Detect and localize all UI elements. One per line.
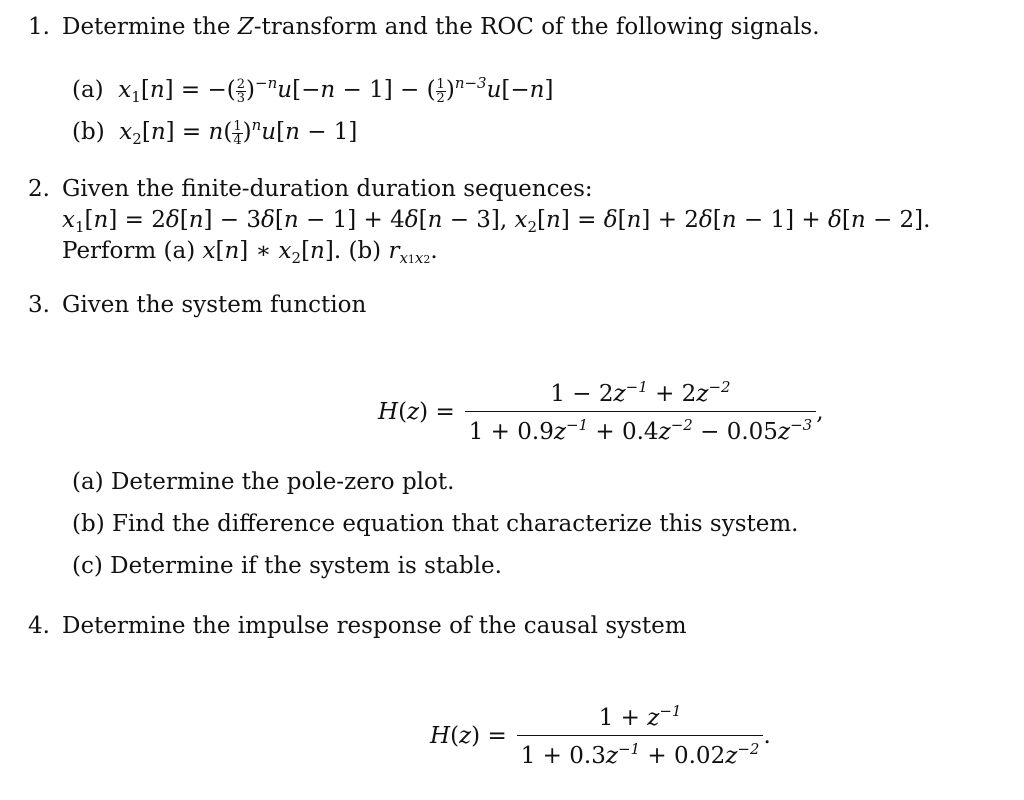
- problem-2-line-3: [62, 238, 438, 267]
- problem-3-fraction: [465, 378, 816, 445]
- problem-3-statement: [28, 292, 366, 320]
- problem-2-line-2: [62, 207, 930, 236]
- problem-1-rendered: Determine the Z-transform and the ROC of the following signals.: [62, 14, 820, 40]
- problem-4-equation-lhs-rendered: H(z) =: [430, 722, 507, 749]
- problem-4-equation-trail: .: [763, 722, 771, 749]
- problem-4-fraction: [517, 702, 764, 769]
- problem-3-part-a-label: (a): [72, 469, 104, 495]
- problem-3-part-c-text: Determine if the system is stable.: [110, 553, 502, 579]
- problem-3-part-a-text: Determine the pole-zero plot.: [110, 469, 455, 495]
- problem-4-denominator: $1 + 0.3z^{-1} + 0.02z^{-2}$: [517, 735, 764, 769]
- problem-2-line-2-rendered: $x_1[n] = 2\delta[n] - 3\delta[n - 1] + 4\delta[n - 3]$, $x_2[n] = \delta[n] + 2\delta[n - 1] + \delta[n - 2]$.: [62, 207, 931, 236]
- problem-3-part-a: [72, 469, 454, 497]
- problem-1-part-b-rendered: $x_2[n] = n$( $\frac{1}{4}$ )$^n$u[n − 1]: [119, 116, 358, 148]
- problem-3-numerator: $1 - 2z^{-1} + 2z^{-2}$: [550, 378, 731, 407]
- problem-2-number: 2.: [28, 176, 50, 202]
- problem-3-number: 3.: [28, 292, 50, 318]
- problem-1-part-a-rendered: $x_1[n]$ = −( $\frac{2}{3}$ )$^{-n}$u[−n − 1] − ( $\frac{1}{2}$ )$^{n-3}$u[−n]: [118, 74, 554, 106]
- problem-2-text: Given the finite-duration duration sequences:: [62, 176, 593, 202]
- problem-1-part-b-label: (b): [72, 119, 105, 145]
- problem-3-equation-trail: ,: [816, 398, 824, 425]
- problem-3-text: Given the system function: [62, 292, 367, 318]
- problem-4-number: 4.: [28, 613, 50, 639]
- problem-4-text: Determine the impulse response of the causal system: [62, 613, 687, 639]
- problem-3-part-b: [72, 511, 798, 539]
- problem-2-statement: [28, 176, 593, 204]
- problem-3-part-b-text: Find the difference equation that characterize this system.: [111, 511, 799, 537]
- problem-3-part-b-label: (b): [72, 511, 105, 537]
- problem-2-line-3-rendered: Perform (a) x[n] ∗ $x_2[n]$. (b) $r_{x1x2}$.: [62, 238, 438, 267]
- problem-3-part-c: [72, 553, 502, 581]
- problem-1-part-a: [72, 74, 553, 106]
- problem-1-number: 1.: [28, 14, 50, 40]
- problem-4-numerator: $1 + z^{-1}$: [598, 702, 682, 731]
- problem-3-equation-lhs-rendered: H(z) =: [378, 398, 455, 425]
- problem-1-part-a-label: (a): [72, 77, 104, 103]
- problem-1-statement: [28, 14, 820, 42]
- problem-4-equation: [430, 702, 771, 769]
- problem-1-part-b: [72, 116, 357, 148]
- problem-4-statement: [28, 613, 687, 641]
- problem-3-denominator: $1 + 0.9z^{-1} + 0.4z^{-2} - 0.05z^{-3}$: [465, 411, 816, 445]
- problem-3-part-c-label: (c): [72, 553, 103, 579]
- problem-3-equation: [378, 378, 824, 445]
